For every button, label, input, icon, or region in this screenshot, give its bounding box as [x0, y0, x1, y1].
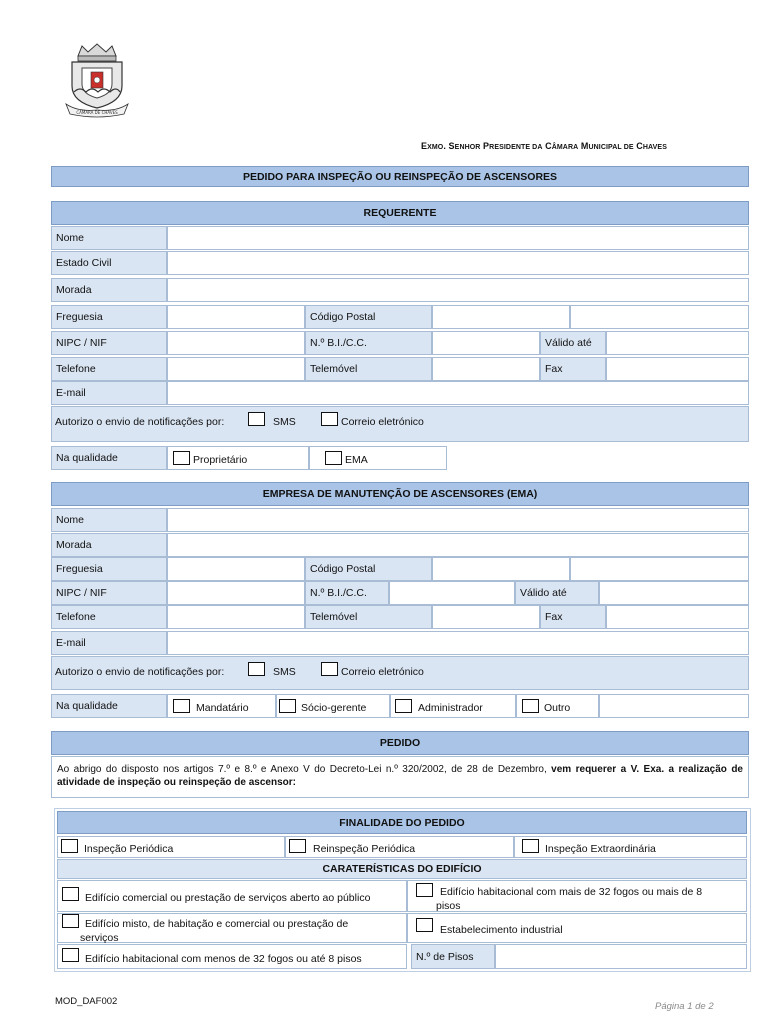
empresa-telemovel-label: Telemóvel — [305, 605, 432, 629]
finalidade-reinspecao-checkbox[interactable] — [289, 839, 306, 853]
empresa-email-field[interactable] — [167, 631, 749, 655]
empresa-telefone-label: Telefone — [51, 605, 167, 629]
caracteristicas-misto-label-2: serviços — [80, 932, 119, 944]
finalidade-reinspecao-label: Reinspeção Periódica — [313, 843, 416, 855]
requerente-sms-checkbox[interactable] — [248, 412, 265, 426]
empresa-morada-field[interactable] — [167, 533, 749, 557]
municipality-coat-of-arms-logo — [58, 42, 136, 118]
form-code: MOD_DAF002 — [55, 996, 118, 1007]
empresa-nipc-field[interactable] — [167, 581, 305, 605]
caracteristicas-section-header: CARATERÍSTICAS DO EDIFÍCIO — [57, 859, 747, 879]
requerente-proprietario-label: Proprietário — [193, 454, 248, 466]
requerente-section-header: REQUERENTE — [51, 201, 749, 225]
logo-caption: CÂMARA DE CHAVES — [76, 110, 118, 115]
addressee-line: EXMO. SENHOR PRESIDENTE DA CÂMARA MUNICIPAL DE CHAVES — [421, 141, 667, 151]
caracteristicas-habitacional-mais-label-2: pisos — [436, 900, 461, 912]
requerente-valido-label: Válido até — [540, 331, 606, 355]
requerente-telemovel-field[interactable] — [432, 357, 540, 381]
requerente-estado-civil-label: Estado Civil — [51, 251, 167, 275]
empresa-outro-label: Outro — [544, 702, 571, 714]
empresa-section-header: EMPRESA DE MANUTENÇÃO DE ASCENSORES (EMA) — [51, 482, 749, 506]
requerente-email-field[interactable] — [167, 381, 749, 405]
caracteristicas-pisos-label: N.º de Pisos — [411, 944, 495, 969]
caracteristicas-habitacional-mais-checkbox[interactable] — [416, 883, 433, 897]
finalidade-extraordinaria-checkbox[interactable] — [522, 839, 539, 853]
requerente-notificacoes-label: Autorizo o envio de notificações por: — [55, 416, 225, 428]
requerente-morada-field[interactable] — [167, 278, 749, 302]
caracteristicas-pisos-field[interactable] — [495, 944, 747, 969]
caracteristicas-comercial-checkbox[interactable] — [62, 887, 79, 901]
pedido-section-header: PEDIDO — [51, 731, 749, 755]
requerente-estado-civil-field[interactable] — [167, 251, 749, 275]
empresa-mandatario-checkbox[interactable] — [173, 699, 190, 713]
empresa-freguesia-label: Freguesia — [51, 557, 167, 581]
empresa-socio-checkbox[interactable] — [279, 699, 296, 713]
requerente-sms-label: SMS — [273, 416, 296, 428]
empresa-qualidade-label: Na qualidade — [51, 694, 167, 718]
pedido-text-box — [51, 756, 749, 798]
empresa-fax-field[interactable] — [606, 605, 749, 629]
empresa-codigo-postal-field-2[interactable] — [570, 557, 749, 581]
requerente-fax-label: Fax — [540, 357, 606, 381]
empresa-socio-label: Sócio-gerente — [301, 702, 367, 714]
requerente-morada-label: Morada — [51, 278, 167, 302]
requerente-nipc-label: NIPC / NIF — [51, 331, 167, 355]
empresa-bi-field[interactable] — [389, 581, 515, 605]
caracteristicas-habitacional-menos-checkbox[interactable] — [62, 948, 79, 962]
caracteristicas-industrial-label: Estabelecimento industrial — [440, 924, 563, 936]
requerente-ema-checkbox[interactable] — [325, 451, 342, 465]
caracteristicas-misto-checkbox[interactable] — [62, 914, 79, 928]
empresa-valido-field[interactable] — [599, 581, 749, 605]
requerente-qualidade-label: Na qualidade — [51, 446, 167, 470]
caracteristicas-comercial-label: Edifício comercial ou prestação de serviços aberto ao público — [85, 892, 371, 904]
requerente-fax-field[interactable] — [606, 357, 749, 381]
empresa-outro-field[interactable] — [599, 694, 749, 718]
finalidade-periodica-checkbox[interactable] — [61, 839, 78, 853]
empresa-mandatario-label: Mandatário — [196, 702, 249, 714]
empresa-notificacoes-label: Autorizo o envio de notificações por: — [55, 666, 225, 678]
empresa-nome-label: Nome — [51, 508, 167, 532]
empresa-correio-checkbox[interactable] — [321, 662, 338, 676]
finalidade-periodica-label: Inspeção Periódica — [84, 843, 174, 855]
empresa-bi-label: N.º B.I./C.C. — [305, 581, 389, 605]
requerente-correio-checkbox[interactable] — [321, 412, 338, 426]
requerente-nipc-field[interactable] — [167, 331, 305, 355]
requerente-telemovel-label: Telemóvel — [305, 357, 432, 381]
pedido-text-normal: Ao abrigo do disposto nos artigos 7.º e 8.º e Anexo V do Decreto-Lei n.º 320/2002, de 28 de Dezembro, — [57, 764, 552, 775]
requerente-ema-label: EMA — [345, 454, 368, 466]
requerente-telefone-field[interactable] — [167, 357, 305, 381]
finalidade-extraordinaria-label: Inspeção Extraordinária — [545, 843, 656, 855]
page-number: Página 1 de 2 — [655, 1001, 714, 1012]
pedido-text-bold: vem requerer a V. Exa. a realização de atividade de inspeção ou reinspeção de ascensor: — [57, 764, 743, 788]
requerente-proprietario-checkbox[interactable] — [173, 451, 190, 465]
requerente-correio-label: Correio eletrónico — [341, 416, 424, 428]
empresa-administrador-label: Administrador — [418, 702, 483, 714]
requerente-valido-field[interactable] — [606, 331, 749, 355]
empresa-administrador-checkbox[interactable] — [395, 699, 412, 713]
empresa-codigo-postal-field-1[interactable] — [432, 557, 570, 581]
requerente-freguesia-label: Freguesia — [51, 305, 167, 329]
empresa-telemovel-field[interactable] — [432, 605, 540, 629]
requerente-email-label: E-mail — [51, 381, 167, 405]
empresa-sms-checkbox[interactable] — [248, 662, 265, 676]
requerente-nome-label: Nome — [51, 226, 167, 250]
caracteristicas-misto-label-1: Edifício misto, de habitação e comercial ou prestação de — [85, 918, 349, 930]
requerente-bi-field[interactable] — [432, 331, 540, 355]
empresa-valido-label: Válido até — [515, 581, 599, 605]
empresa-freguesia-field[interactable] — [167, 557, 305, 581]
empresa-email-label: E-mail — [51, 631, 167, 655]
empresa-codigo-postal-label: Código Postal — [305, 557, 432, 581]
empresa-sms-label: SMS — [273, 666, 296, 678]
requerente-telefone-label: Telefone — [51, 357, 167, 381]
caracteristicas-habitacional-mais-label-1: Edifício habitacional com mais de 32 fogos ou mais de 8 — [440, 886, 703, 898]
form-title: PEDIDO PARA INSPEÇÃO OU REINSPEÇÃO DE ASCENSORES — [51, 166, 749, 187]
caracteristicas-industrial-checkbox[interactable] — [416, 918, 433, 932]
requerente-codigo-postal-field-1[interactable] — [432, 305, 570, 329]
empresa-fax-label: Fax — [540, 605, 606, 629]
empresa-correio-label: Correio eletrónico — [341, 666, 424, 678]
requerente-freguesia-field[interactable] — [167, 305, 305, 329]
finalidade-section-header: FINALIDADE DO PEDIDO — [57, 811, 747, 834]
empresa-morada-label: Morada — [51, 533, 167, 557]
empresa-telefone-field[interactable] — [167, 605, 305, 629]
empresa-nome-field[interactable] — [167, 508, 749, 532]
requerente-nome-field[interactable] — [167, 226, 749, 250]
requerente-codigo-postal-field-2[interactable] — [570, 305, 749, 329]
requerente-codigo-postal-label: Código Postal — [305, 305, 432, 329]
caracteristicas-habitacional-menos-label: Edifício habitacional com menos de 32 fogos ou até 8 pisos — [85, 953, 362, 965]
empresa-outro-checkbox[interactable] — [522, 699, 539, 713]
empresa-nipc-label: NIPC / NIF — [51, 581, 167, 605]
requerente-bi-label: N.º B.I./C.C. — [305, 331, 432, 355]
